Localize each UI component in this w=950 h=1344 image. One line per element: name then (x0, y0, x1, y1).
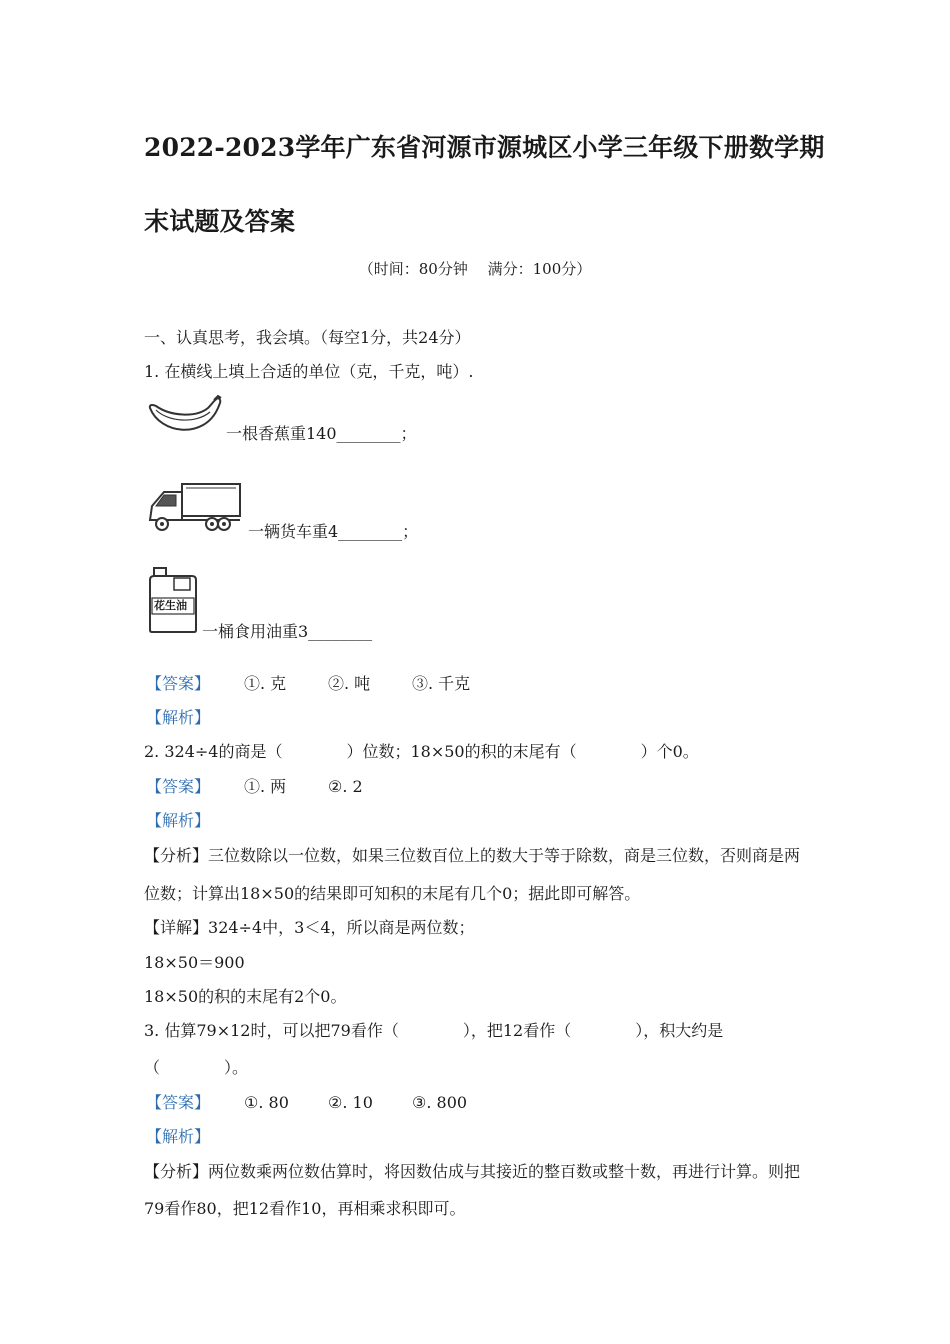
fenxi-text: 三位数除以一位数，如果三位数百位上的数大于等于除数，商是三位数，否则商是两 (208, 846, 801, 865)
question-1-item-banana: 一根香蕉重140________； (226, 424, 417, 443)
question-3-stem-line-2: （ ）。 (144, 1058, 249, 1077)
question-1-answer-1: ①. 克 (244, 674, 287, 693)
fenxi-text: 两位数乘两位数估算时，将因数估成与其接近的整百数或整十数，再进行计算。则把 (208, 1162, 801, 1181)
question-2-xiangjie-line-1 (144, 918, 475, 938)
question-2-xiangjie-line-2: 18×50＝900 (144, 953, 245, 972)
exam-info: （时间：80分钟 满分：100分） (358, 260, 592, 278)
question-1-item-truck: 一辆货车重4________； (248, 522, 419, 541)
question-3-analysis-tag: 【解析】 (146, 1127, 211, 1146)
question-1-item-oil: 一桶食用油重3________ (202, 622, 373, 641)
question-3-stem-line-1: 3. 估算79×12时，可以把79看作（ ），把12看作（ ），积大约是 (144, 1021, 724, 1040)
fenxi-tag: 【分析】 (144, 1162, 209, 1181)
banana-image (146, 394, 226, 442)
question-3-answer-1: ①. 80 (244, 1093, 289, 1112)
question-2-fenxi-line-2: 位数；计算出18×50的结果即可知积的末尾有几个0；据此即可解答。 (144, 884, 641, 903)
question-2-answer-tag: 【答案】 (146, 777, 211, 796)
question-3-answer-2: ②. 10 (328, 1093, 373, 1112)
xiangjie-tag: 【详解】 (144, 918, 209, 937)
question-1-answer-2: ②. 吨 (328, 674, 371, 693)
document-title-line-1: 2022-2023学年广东省河源市源城区小学三年级下册数学期 (144, 133, 825, 162)
question-2-analysis-tag: 【解析】 (146, 811, 211, 830)
question-2-fenxi-line-1 (144, 846, 800, 866)
question-2-answer-1: ①. 两 (244, 777, 287, 796)
question-2-stem: 2. 324÷4的商是（ ）位数；18×50的积的末尾有（ ）个0。 (144, 742, 699, 761)
oil-bottle-label: 花生油 (154, 599, 187, 612)
question-3-fenxi-line-1 (144, 1162, 800, 1182)
question-1-answer-tag: 【答案】 (146, 674, 211, 693)
question-2-answer-2: ②. 2 (328, 777, 363, 796)
question-1-stem: 1. 在横线上填上合适的单位（克，千克，吨）. (144, 362, 474, 381)
question-3-answer-3: ③. 800 (412, 1093, 468, 1112)
question-1-analysis-tag: 【解析】 (146, 708, 211, 727)
document-title-line-2: 末试题及答案 (144, 207, 296, 236)
section-heading: 一、认真思考，我会填。（每空1分，共24分） (144, 328, 471, 347)
question-2-xiangjie-line-3: 18×50的积的末尾有2个0。 (144, 987, 347, 1006)
question-3-answer-tag: 【答案】 (146, 1093, 211, 1112)
question-3-fenxi-line-2: 79看作80，把12看作10，再相乘求积即可。 (144, 1199, 466, 1218)
fenxi-tag: 【分析】 (144, 846, 209, 865)
xiangjie-text: 324÷4中，3＜4，所以商是两位数； (208, 918, 475, 937)
truck-image (146, 480, 244, 534)
question-1-answer-3: ③. 千克 (412, 674, 471, 693)
